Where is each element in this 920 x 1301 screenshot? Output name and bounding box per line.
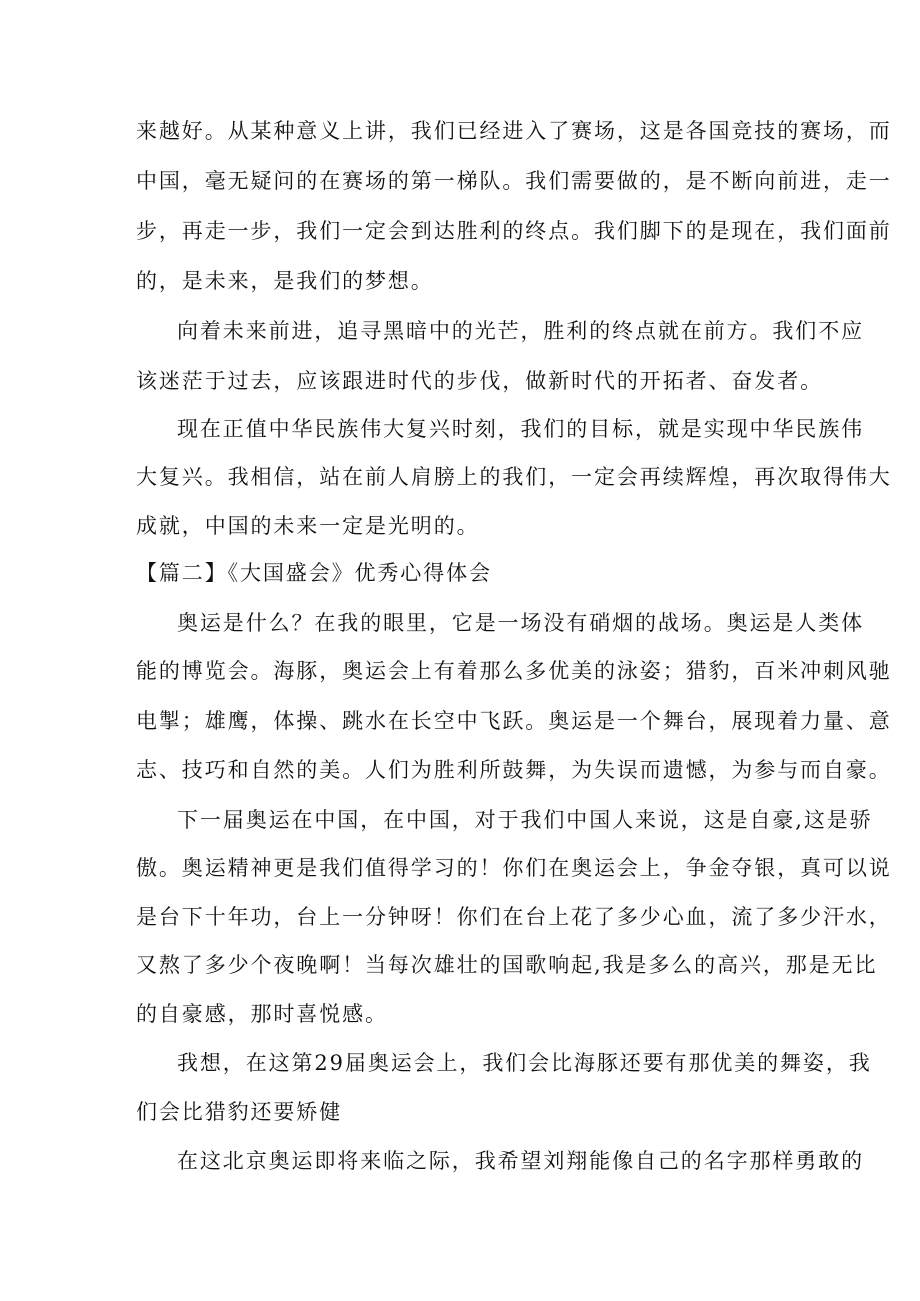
text-line: 大复兴。我相信，站在前人肩膀上的我们，一定会再续辉煌，再次取得伟大 — [136, 465, 892, 489]
text-line: 电掣；雄鹰，体操、跳水在长空中飞跃。奥运是一个舞台，展现着力量、意 — [136, 709, 892, 733]
text-line: 又熬了多少个夜晚啊！当每次雄壮的国歌响起,我是多么的高兴，那是无比 — [136, 953, 878, 977]
text-line: 步，再走一步，我们一定会到达胜利的终点。我们脚下的是现在，我们面前 — [136, 219, 892, 243]
text-line: 在这北京奥运即将来临之际，我希望刘翔能像自己的名字那样勇敢的 — [177, 1149, 864, 1173]
text-line: 的自豪感，那时喜悦感。 — [136, 1002, 388, 1026]
text-line: 成就，中国的未来一定是光明的。 — [136, 514, 480, 538]
text-line: 是台下十年功，台上一分钟呀！你们在台上花了多少心血，流了多少汗水， — [136, 905, 892, 929]
text-line: 向着未来前进，追寻黑暗中的光芒，胜利的终点就在前方。我们不应 — [177, 319, 864, 343]
text-line: 奥运是什么？在我的眼里，它是一场没有硝烟的战场。奥运是人类体 — [177, 611, 864, 635]
section-heading: 【篇二】《大国盛会》优秀心得体会 — [136, 561, 492, 585]
text-line: 的，是未来，是我们的梦想。 — [136, 269, 434, 293]
text-line: 下一届奥运在中国，在中国，对于我们中国人来说，这是自豪,这是骄 — [177, 808, 873, 832]
text-line: 们会比猎豹还要矫健 — [136, 1100, 343, 1124]
text-line: 傲。奥运精神更是我们值得学习的！你们在奥运会上，争金夺银，真可以说 — [136, 856, 892, 880]
text-line: 来越好。从某种意义上讲，我们已经进入了赛场，这是各国竞技的赛场，而 — [136, 119, 892, 143]
text-line: 志、技巧和自然的美。人们为胜利所鼓舞，为失误而遗憾，为参与而自豪。 — [136, 758, 892, 782]
text-line: 该迷茫于过去，应该跟进时代的步伐，做新时代的开拓者、奋发者。 — [136, 369, 823, 393]
text-line: 能的博览会。海豚，奥运会上有着那么多优美的泳姿；猎豹，百米冲刺风驰 — [136, 659, 892, 683]
text-line: 中国，毫无疑问的在赛场的第一梯队。我们需要做的，是不断向前进，走一 — [136, 169, 892, 193]
text-line: 现在正值中华民族伟大复兴时刻，我们的目标，就是实现中华民族伟 — [177, 417, 864, 441]
text-line: 我想，在这第29届奥运会上，我们会比海豚还要有那优美的舞姿，我 — [177, 1051, 872, 1075]
